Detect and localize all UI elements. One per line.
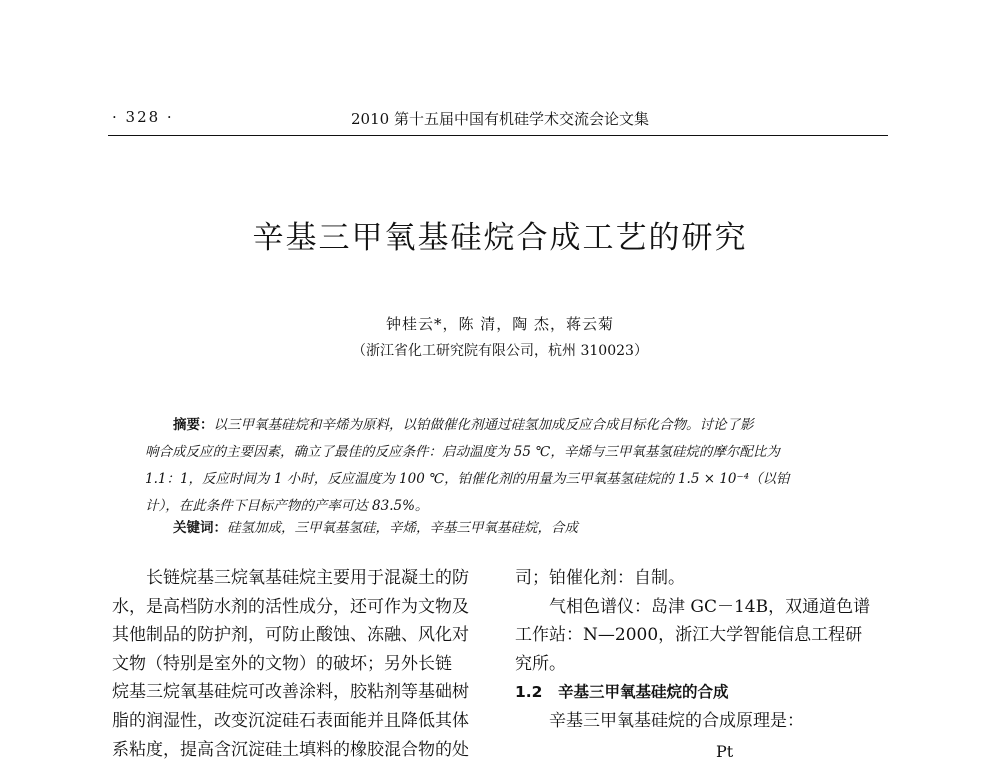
abstract-line: 摘要：以三甲氧基硅烷和辛烯为原料，以铂做催化剂通过硅氢加成反应合成目标化合物。讨论了影 bbox=[173, 417, 754, 433]
keywords bbox=[173, 516, 578, 536]
body-line: 辛基三甲氧基硅烷的合成原理是： bbox=[549, 710, 804, 731]
body-line: 文物（特别是室外的文物）的破坏；另外长链 bbox=[112, 653, 452, 674]
body-line: 究所。 bbox=[515, 653, 566, 674]
abstract bbox=[145, 412, 857, 520]
body-column-left bbox=[112, 564, 486, 764]
authors: 钟桂云*，陈 清，陶 杰，蒋云菊 bbox=[385, 315, 615, 333]
keywords-text: 硅氢加成，三甲氧基氢硅，辛烯，辛基三甲氧基硅烷，合成 bbox=[227, 520, 578, 536]
body-line: 系粘度，提高含沉淀硅土填料的橡胶混合物的处 bbox=[112, 739, 469, 760]
section-heading: 1.2 辛基三甲氧基硅烷的合成 bbox=[515, 683, 729, 702]
affiliation: （浙江省化工研究院有限公司，杭州 310023） bbox=[352, 343, 648, 359]
body-line: 其他制品的防护剂，可防止酸蚀、冻融、风化对 bbox=[112, 625, 469, 646]
abstract-line: 1.1：1，反应时间为 1 小时，反应温度为 100 ℃，铂催化剂的用量为三甲氧基氢硅烷的 1.5 × 10⁻⁴（以铂 bbox=[145, 471, 790, 487]
body-column-right bbox=[515, 564, 889, 736]
body-line: 长链烷基三烷氧基硅烷主要用于混凝土的防 bbox=[146, 568, 469, 588]
body-line: 脂的润湿性，改变沉淀硅石表面能并且降低其体 bbox=[112, 710, 469, 731]
running-title: 2010 第十五届中国有机硅学术交流会论文集 bbox=[351, 110, 649, 128]
body-line: 烷基三烷氧基硅烷可改善涂料，胶粘剂等基础树 bbox=[112, 682, 469, 703]
abstract-line: 计），在此条件下目标产物的产率可达 83.5%。 bbox=[145, 498, 429, 514]
body-line: 气相色谱仪：岛津 GC－14B，双通道色谱 bbox=[549, 596, 871, 617]
paper-title: 辛基三甲氧基硅烷合成工艺的研究 bbox=[252, 220, 748, 256]
page-number: · 328 · bbox=[112, 108, 174, 126]
keywords-label: 关键词： bbox=[173, 520, 227, 536]
catalyst-label: Pt bbox=[716, 742, 734, 761]
abstract-label: 摘要： bbox=[173, 417, 214, 433]
body-line: 水，是高档防水剂的活性成分，还可作为文物及 bbox=[112, 596, 469, 617]
header-divider bbox=[108, 135, 888, 136]
body-line: 工作站：N—2000，浙江大学智能信息工程研 bbox=[515, 625, 863, 646]
body-line: 司；铂催化剂：自制。 bbox=[515, 568, 685, 588]
abstract-line: 响合成反应的主要因素，确立了最佳的反应条件：启动温度为 55 ℃，辛烯与三甲氧基氢硅烷的摩尔配比为 bbox=[145, 444, 780, 460]
